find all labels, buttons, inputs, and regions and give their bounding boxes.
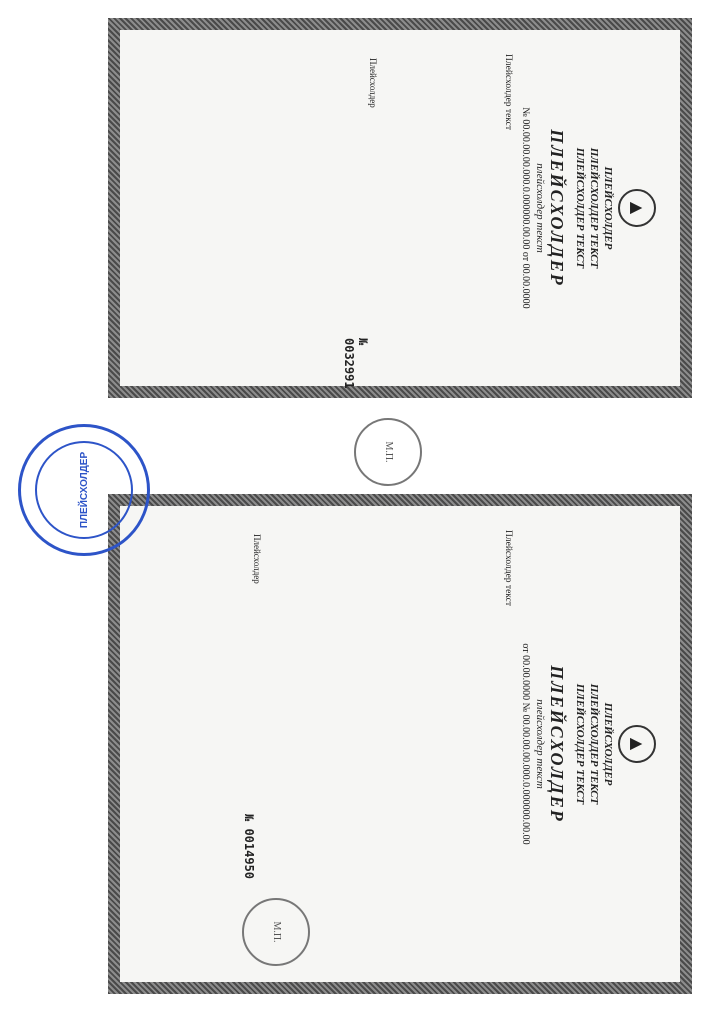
certificate-signer: Плейсхолдер [368,58,378,108]
certificate-subtitle: плейсхолдер текст [533,163,546,253]
blue-company-seal [18,424,150,556]
issuer-line: ПЛЕЙСХОЛДЕР ТЕКСТ [588,147,601,269]
appendix-title: ПЛЕЙСХОЛДЕР [546,665,567,823]
certificate-stamp: М.П. [354,418,422,486]
appendix-serial: № 0014950 [242,814,256,880]
appendix-page [130,514,670,974]
appendix-signer: Плейсхолдер [252,534,262,584]
customs-union-logo: ▲ [618,725,656,763]
certificate-sheet [108,18,692,463]
appendix-date-line: от 00.00.0000 № 00.00.00.00.000.0.000000.00.00 [519,643,531,845]
appendix-sheet [108,494,692,994]
certificate-title: ПЛЕЙСХОЛДЕР [546,129,567,287]
appendix-issuer [573,530,614,958]
issuer-line: ПЛЕЙСХОЛДЕР ТЕКСТ [588,683,601,805]
certificate-page [130,38,670,463]
appendix-subtitle: плейсхолдер текст [533,699,546,789]
certificate-body: Плейсхолдер текст [502,54,513,131]
appendix-body: Плейсхолдер текст [502,530,513,607]
certificate-serial: № 0032991 [342,338,370,389]
issuer-line: ПЛЕЙСХОЛДЕР [602,702,614,786]
customs-union-logo: ▲ [618,189,656,227]
appendix-stamp: М.П. [242,898,310,966]
issuer-line: ПЛЕЙСХОЛДЕР ТЕКСТ [574,683,587,805]
certificate-reg-number: № 00.00.00.00.000.0.000000.00.00 от 00.00.0000 [519,107,531,309]
seal-text: ПЛЕЙСХОЛДЕР [35,441,133,539]
issuer-line: ПЛЕЙСХОЛДЕР [602,166,614,250]
issuer-line: ПЛЕЙСХОЛДЕР ТЕКСТ [574,147,587,269]
certificate-issuer [573,54,614,362]
